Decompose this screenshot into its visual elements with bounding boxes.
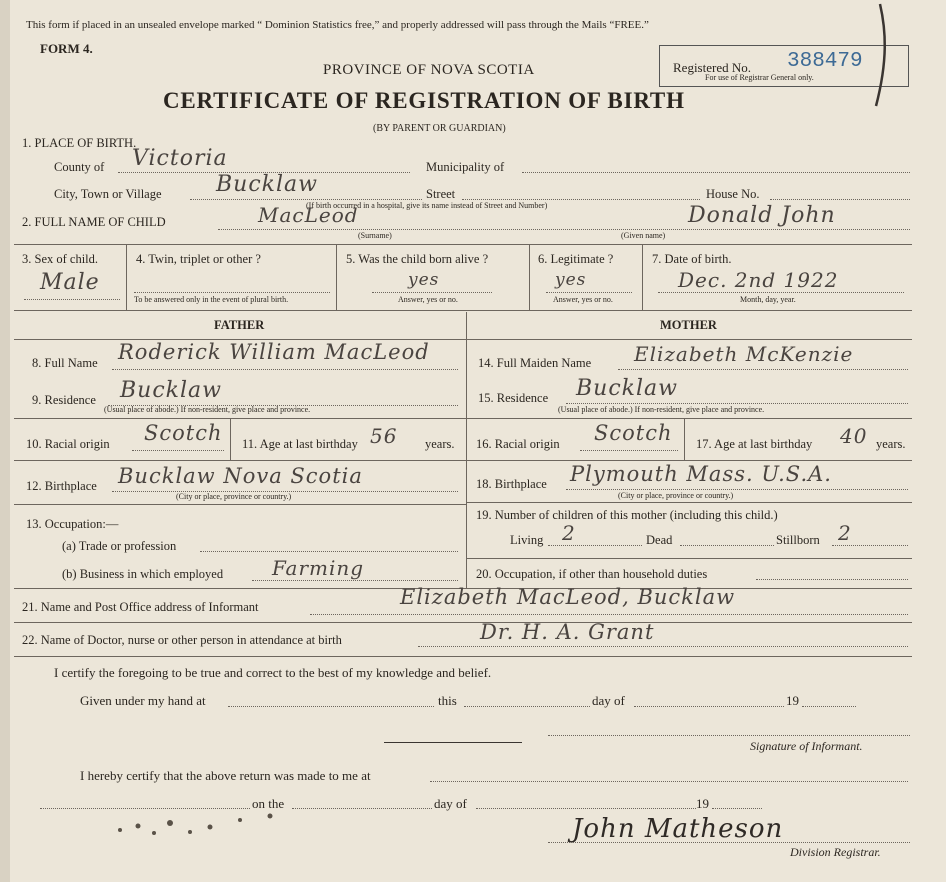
mother-age-unit: years.	[876, 437, 906, 451]
street-label: Street	[426, 187, 456, 201]
given-caption: (Given name)	[621, 231, 666, 240]
father-birthplace-value: Bucklaw Nova Scotia	[118, 464, 363, 488]
legitimate-note: Answer, yes or no.	[553, 295, 613, 304]
trade-label: (a) Trade or profession	[62, 539, 177, 553]
stillborn-label: Stillborn	[776, 533, 820, 547]
business-value: Farming	[272, 556, 365, 580]
mother-heading: MOTHER	[660, 318, 717, 332]
dead-label: Dead	[646, 533, 673, 547]
informant-value: Elizabeth MacLeod, Bucklaw	[400, 585, 736, 609]
year-prefix: 19	[786, 693, 799, 708]
mother-residence-value: Bucklaw	[576, 376, 678, 401]
province-heading: PROVINCE OF NOVA SCOTIA	[323, 62, 535, 78]
county-label: County of	[54, 160, 105, 174]
pencil-mark	[862, 0, 902, 110]
father-age-value: 56	[370, 424, 398, 448]
mother-birthplace-value: Plymouth Mass. U.S.A.	[570, 462, 832, 486]
children-count-label: 19. Number of children of this mother (including this child.)	[476, 508, 778, 522]
mother-racial-label: 16. Racial origin	[476, 437, 560, 451]
father-residence-label: 9. Residence	[32, 393, 96, 407]
twin-note: To be answered only in the event of plural birth.	[134, 295, 289, 304]
doctor-value: Dr. H. A. Grant	[480, 620, 655, 644]
house-label: House No.	[706, 187, 760, 201]
twin-label: 4. Twin, triplet or other ?	[136, 252, 261, 266]
registrar-signature: John Matheson	[572, 814, 784, 844]
father-residence-value: Bucklaw	[120, 378, 222, 403]
surname-caption: (Surname)	[358, 231, 392, 240]
second-year-prefix: 19	[696, 796, 709, 811]
father-residence-note: (Usual place of abode.) If non-resident, give place and province.	[104, 405, 311, 414]
sex-value: Male	[40, 270, 100, 295]
city-value: Bucklaw	[216, 172, 318, 197]
on-the-label: on the	[252, 796, 285, 811]
birth-date-label: 7. Date of birth.	[652, 252, 732, 266]
business-label: (b) Business in which employed	[62, 567, 224, 581]
legitimate-label: 6. Legitimate ?	[538, 252, 614, 266]
certificate-subtitle: (BY PARENT OR GUARDIAN)	[373, 123, 506, 134]
registration-note: For use of Registrar General only.	[705, 73, 814, 82]
stillborn-value: 2	[838, 521, 852, 545]
alive-value: yes	[408, 270, 440, 290]
hereby-statement: I hereby certify that the above return was made to me at	[80, 768, 371, 783]
registration-number: 388479	[787, 50, 863, 73]
municipality-label: Municipality of	[426, 160, 505, 174]
mother-residence-label: 15. Residence	[478, 391, 549, 405]
mail-notice: This form if placed in an unsealed envelope marked “ Dominion Statistics free,” and properly addressed will pass through the Mails “FREE.”	[26, 19, 649, 31]
legitimate-value: yes	[555, 270, 587, 290]
certify-statement: I certify the foregoing to be true and correct to the best of my knowledge and belief.	[54, 665, 492, 680]
left-binding-edge	[0, 0, 10, 882]
registrar-caption: Division Registrar.	[790, 845, 881, 859]
father-name-label: 8. Full Name	[32, 356, 98, 370]
father-heading: FATHER	[214, 318, 265, 332]
living-label: Living	[510, 533, 544, 547]
father-birthplace-note: (City or place, province or country.)	[176, 492, 292, 501]
informant-label: 21. Name and Post Office address of Informant	[22, 600, 259, 614]
mother-age-label: 17. Age at last birthday	[696, 437, 813, 451]
doctor-label: 22. Name of Doctor, nurse or other person in attendance at birth	[22, 633, 342, 647]
county-value: Victoria	[132, 146, 228, 171]
father-birthplace-label: 12. Birthplace	[26, 479, 97, 493]
certificate-title: CERTIFICATE OF REGISTRATION OF BIRTH	[163, 88, 685, 113]
second-day-of-label: day of	[434, 796, 467, 811]
given-under-label: Given under my hand at	[80, 693, 206, 708]
this-label: this	[438, 693, 457, 708]
father-age-label: 11. Age at last birthday	[242, 437, 358, 451]
child-name-label: 2. FULL NAME OF CHILD	[22, 215, 166, 229]
mother-occupation-label: 20. Occupation, if other than household duties	[476, 567, 708, 581]
alive-label: 5. Was the child born alive ?	[346, 252, 489, 266]
mother-name-label: 14. Full Maiden Name	[478, 356, 592, 370]
child-surname: MacLeod	[258, 203, 359, 227]
birth-date-note: Month, day, year.	[740, 295, 796, 304]
mother-name-value: Elizabeth McKenzie	[634, 342, 854, 366]
mother-birthplace-label: 18. Birthplace	[476, 477, 547, 491]
birth-date-value: Dec. 2nd 1922	[678, 268, 839, 292]
sex-label: 3. Sex of child.	[22, 252, 99, 266]
mother-age-value: 40	[840, 424, 868, 448]
mother-birthplace-note: (City or place, province or country.)	[618, 491, 734, 500]
place-of-birth-heading: 1. PLACE OF BIRTH.	[22, 136, 137, 150]
hospital-note: (If birth occurred in a hospital, give its name instead of Street and Number)	[306, 201, 548, 210]
father-name-value: Roderick William MacLeod	[118, 340, 430, 364]
living-value: 2	[562, 521, 576, 545]
father-age-unit: years.	[425, 437, 455, 451]
city-label: City, Town or Village	[54, 187, 162, 201]
father-racial-label: 10. Racial origin	[26, 437, 110, 451]
registered-label: Registered No.	[673, 60, 751, 75]
mother-residence-note: (Usual place of abode.) If non-resident, give place and province.	[558, 405, 765, 414]
day-of-label: day of	[592, 693, 625, 708]
form-number: FORM 4.	[40, 41, 93, 56]
mother-racial-value: Scotch	[594, 421, 673, 445]
father-occupation-label: 13. Occupation:—	[26, 517, 119, 531]
child-given-name: Donald John	[688, 203, 836, 228]
informant-signature-caption: Signature of Informant.	[750, 739, 863, 753]
alive-note: Answer, yes or no.	[398, 295, 458, 304]
father-racial-value: Scotch	[144, 421, 223, 445]
ink-stain	[110, 808, 310, 848]
